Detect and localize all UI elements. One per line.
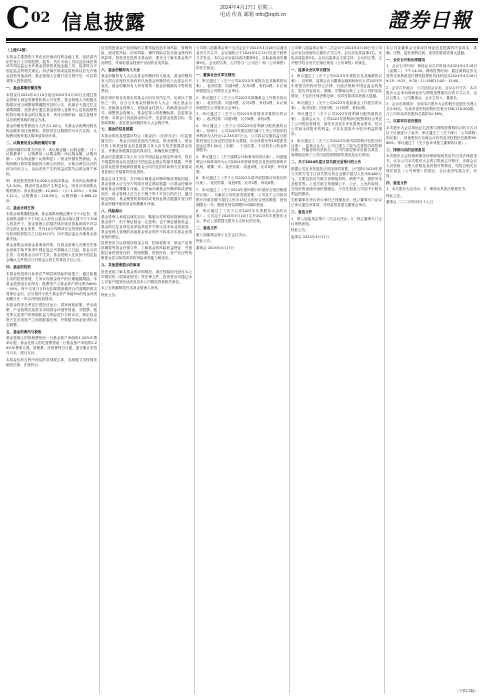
- article-columns: [6, 46, 478, 694]
- body-paragraph: 3．会议出席情况：出席本次股东大会的股东及股东代理人共计56名，代表有表决权的股份总数为356,218,900股，占公司有表决权股份总数的52.36%。: [386, 102, 477, 117]
- column-separator: [99, 46, 100, 694]
- body-paragraph: 2．审议通过了《关于公司2023年度董事会工作报告的议案》。表决结果：同意9票，反对0票，弃权0票。本议案尚需提交公司股东大会审议。: [196, 95, 287, 110]
- body-paragraph: 1．第八届监事会第十二次会议决议；2．独立董事专门会议审核意见。: [291, 216, 382, 226]
- body-paragraph: 例：某投资者投资10,000元认购本基金，对应的认购费率为1.20%，假设该笔认购产生利息5元，则其可得到的认购份额为：净认购金额＝10,000／（1＋1.20%）＝9,881.42元，认购费用＝118.58元，认购份额＝9,886.42份。: [6, 178, 97, 203]
- section-title: 信息披露: [62, 10, 146, 34]
- section-heading: 一、基金募集份额发售: [6, 86, 42, 91]
- body-paragraph: 1．审议通过了《关于公司2023年年度报告及其摘要的议案》。表决结果：同意9票，反对0票，弃权0票。本议案尚需提交公司股东大会审议。: [196, 79, 287, 94]
- header-rule-thick: [6, 38, 478, 41]
- body-paragraph: 基金信息披露义务人应当在中国证监会规定时间内，将应予披露的基金信息通过中国证监会指定的媒介披露，并保证基金投资者能够按照基金合同约定的时间和方式查阅或者复制公开披露的信息资料。: [101, 155, 192, 175]
- body-paragraph: 投资者欲了解本基金的详细情况，请仔细阅读刊登在本公司网站的《招募说明书》等法律文件。投资者亦可通过本公司客户服务电话或登录本公司网站咨询相关事宜。: [101, 269, 192, 284]
- header-rule-thin: [6, 42, 478, 43]
- contact-info: 电话 传真 邮箱 info@zqrb.cn: [220, 12, 287, 18]
- section-heading: 一、监事会会议审议情况: [291, 67, 331, 72]
- body-paragraph: 第八届董事会第十五次会议决议。: [196, 232, 250, 237]
- body-paragraph: 本次股东大会经律师事务所律师现场见证并出具法律意见书，认为公司本次股东大会的召集和召开程序、出席会议人员资格、召集人资格及表决程序等事宜，均符合相关法律法规及《公司章程》的规定，会议表决结果合法、有效。: [386, 154, 477, 178]
- header-meta: [220, 5, 286, 19]
- body-paragraph: 公司第八届监事会第十二次会议于2024年4月16日在公司会议室以现场结合通讯方式召开。会议应出席监事3名，实际出席监事3名。会议由监事会主席主持，会议的召集、召开程序符合有关法律法规及《公司章程》的规定。: [291, 46, 382, 65]
- body-paragraph: 本基金主要投资于具有良好流动性的金融工具，包括国内依法发行上市的股票、债券、货币市场工具以及法律法规或中国证监会允许基金投资的其他金融工具，但须符合中国证监会的相关规定。如法律法规或监管机构以后允许基金投资其他品种，基金管理人在履行适当程序后，可以将其纳入投资范围。: [6, 54, 97, 84]
- body-paragraph: 1．本次股东大会决议；2．律师出具的法律意见书。: [386, 187, 469, 192]
- section-heading: （上接C1版）: [6, 48, 29, 52]
- body-paragraph: 董事会 二〇二四年四月十七日: [386, 200, 434, 205]
- body-paragraph: 证券投资基金产品面临的主要风险包括市场风险、管理风险、流动性风险、信用风险、操作风险以及本基金特有的风险等。投资者在投资本基金前，需充分了解本基金的产品特性，并承担基金投资中出现的各类风险。: [101, 46, 192, 65]
- body-paragraph: 认购份额的计算方法如下：净认购金额＝认购金额／（1＋认购费率），认购费用＝认购金额－净认购金额，认购份额＝（净认购金额＋认购利息）／基金份额发售面值。认购份额计算结果保留到小数点后两位，小数点两位以后的部分四舍五入，由此误差产生的收益或损失由基金财产承担。: [6, 147, 97, 177]
- body-paragraph: 基金份额发售面值为人民币1.00元。本基金认购费用按认购金额采用比例费率，投资者在认购期内可多次认购，认购费用按每笔认购申请单独计算。: [6, 124, 97, 139]
- body-paragraph: 特此公告。: [101, 292, 119, 297]
- body-paragraph: 7．审议通过了《关于2024年度向银行申请综合授信额度的议案》。为满足公司经营发展需要，公司及子公司拟向银行申请总额不超过人民币15亿元的综合授信额度，授信期限为一年，额度在授信期限内可循环使用。: [196, 187, 287, 207]
- section-heading: 四、基金的投资: [6, 265, 31, 270]
- body-paragraph: 2．会议召开地点：公司总部会议室。会议召开方式：本次股东大会采用现场表决与网络投票相结合的方式召开。会议召集人：公司董事会。会议主持人：董事长。: [386, 85, 477, 100]
- section-heading: 三、备查文件: [291, 210, 313, 215]
- body-paragraph: 1．会议召开时间：现场会议召开时间为2024年4月16日（星期二）下午14:30。网络投票时间：通过深圳证券交易所交易系统进行网络投票的具体时间为2024年4月16日9:15－9:25，9:30－11:30和13:00－15:00。: [386, 64, 477, 84]
- issue-date: 2024年4月17日 星期三: [220, 5, 273, 11]
- body-paragraph: 5．审议通过了《关于续聘会计师事务所的议案》。同意续聘会计师事务所为公司2024年度财务报告及内部控制审计机构，聘期一年。表决结果：同意9票，反对0票，弃权0票。: [196, 155, 287, 174]
- section-heading: 一、会议召开和出席情况: [386, 57, 426, 62]
- body-paragraph: 3．审议通过了《关于公司2023年度财务决算报告的议案》。表决结果：同意9票，反对0票，弃权0票。: [196, 112, 287, 122]
- body-paragraph: 本公告的解释权归本基金管理人所有。: [101, 286, 162, 291]
- column-separator: [384, 46, 385, 694]
- column-separator: [289, 46, 290, 694]
- body-paragraph: 基金管理人的管理费按前一日基金资产净值的1.20%年费率计提，基金托管人的托管费按前一日基金资产净值的0.20%年费率计提。管理费、托管费每日计提，逐日累计至每月月末，按月支付。: [6, 336, 97, 356]
- section-heading: 三、基金合同生效: [6, 205, 35, 210]
- body-paragraph: 特此公告。: [386, 193, 404, 198]
- body-paragraph: 基金管理人承诺以诚实信用、勤勉尽责的原则管理和运用基金资产，但不保证基金一定盈利，也不保证最低收益。基金的过往业绩及其净值高低并不预示其未来业绩表现。基金管理人管理的其他基金的业绩并不构成对本基金业绩表现的保证。: [101, 215, 192, 239]
- body-paragraph: 6．审议通过了《关于公司2023年度内部控制评价报告的议案》。表决结果：同意9票，反对0票，弃权0票。: [196, 176, 287, 186]
- body-paragraph: 公司第八届董事会第十五次会议于2024年4月16日以通讯表决方式召开，会议通知已于2024年4月12日以电子邮件方式发出。本次会议应参加表决董事9名，实际参加表决董事9名。会议的召集、召开符合《公司法》和《公司章程》的有关规定。: [196, 46, 287, 70]
- section-heading: 一、董事会会议审议情况: [196, 72, 236, 77]
- section-heading: 二、议案审议表决情况: [386, 119, 422, 124]
- body-paragraph: 根据公司业务发展及日常经营的需要，公司预计2024年度与关联方发生日常关联交易总金额不超过人民币8,600万元，主要包括向关联方采购原材料、销售产品、提供劳务及租赁等。上述关联交易遵循公平、公正、公允的原则，交易价格参照市场价格确定，不存在损害公司及中小股东利益的情形。: [291, 166, 382, 196]
- body-paragraph: 董事会 2024年4月17日: [196, 245, 235, 250]
- body-paragraph: 投资者应当认真阅读基金合同、招募说明书、基金产品资料概要等基金法律文件，了解基金的风险收益特征，并根据自身的投资目的、投资期限、投资经验、资产状况等判断基金是否和投资者的风险承受能力相适应。: [101, 241, 192, 261]
- section-heading: 五、基金的费用与税收: [6, 329, 42, 334]
- body-paragraph: 本基金自2024年4月18日起至2024年4月30日止通过基金管理人指定的销售机构公开发售。基金管理人可根据认购情况适当调整募集期限并及时公告，但最长不超过法定募集期限。投资者可通过基金管理人直销中心及其他销售机构办理本基金的认购业务，具体办理时间、地点及程序以各销售机构的规定为准。: [6, 92, 97, 122]
- body-paragraph: 8．审议通过了《关于召开2023年年度股东大会的议案》。公司定于2024年5月10日召开2023年年度股东大会，审议上述需提交股东大会审议的议案。: [196, 209, 287, 224]
- section-heading: 二、认购费用及认购份额的计算: [6, 140, 56, 145]
- newspaper-logo: 證券日報: [388, 8, 472, 32]
- body-paragraph: 本基金募集期限届满，基金募集份额总额不少于2亿份，基金募集金额不少于2亿元人民币且基金认购人数不少于200人的条件下，基金管理人依据法律法规及招募说明书可以决定停止基金发售，并在10日内聘请法定验资机构验资，自收到验资报告之日起10日内，向中国证监会办理基金备案手续。: [6, 212, 97, 241]
- body-paragraph: 监事会 2024年4月17日: [291, 234, 330, 239]
- section-heading: 八、风险揭示: [101, 208, 123, 213]
- body-paragraph: 基金份额持有人大会由基金份额持有人组成，基金份额持有人的合法授权代表有权代表基金份额持有人出席会议并表决。基金份额持有人持有的每一基金份额拥有平等的投票权。: [101, 74, 192, 94]
- body-paragraph: 3．审议通过了《关于公司2023年度利润分配预案的议案》。监事会认为，公司2023年度利润分配预案综合考虑了公司的经营情况、财务状况及未来发展资金需求，符合公司和全体股东的利益，不存在损害中小股东利益的情形。: [291, 112, 382, 137]
- body-paragraph: 4．审议通过了《关于公司2023年度内部控制评价报告的议案》。监事会认为，公司已建立了较为完善的内部控制体系，并能得到有效执行，公司内部控制评价报告真实、客观地反映了公司内部控制制度的建设及运行情况。: [291, 138, 382, 158]
- section-heading: 六、基金份额持有人大会: [101, 67, 141, 72]
- section-heading: 三、律师出具的法律意见: [386, 147, 426, 152]
- body-paragraph: 关联董事在审议该议案时已回避表决。独立董事专门会议已审议通过该事项，并同意将其提交董事会审议。: [291, 198, 382, 208]
- body-paragraph: 特此公告。: [196, 239, 214, 244]
- body-paragraph: 本基金将综合考虑宏观经济运行、国家财政政策、货币政策、产业政策以及资本市场资金环境等因素，对股票、债券等大类资产的预期收益与风险进行分析评估，制定基金资产在各类资产之间的配置比例，并根据市场变化适时动态调整。: [6, 303, 97, 327]
- column-separator: [194, 46, 195, 694]
- section-heading: 七、基金的信息披露: [101, 127, 133, 132]
- column-3: [196, 46, 287, 694]
- section-heading: 四、备查文件: [386, 180, 408, 185]
- body-paragraph: 4．审议通过了《关于公司2023年度利润分配预案的议案》。经审计，公司2023年度实现归属于上市公司股东的净利润为人民币12,345.67万元。公司拟以实施权益分派股权登记日登记的总股本为基数，向全体股东每10股派发现金红利1.50元（含税），不送红股，不以资本公积金转增股本。: [196, 123, 287, 153]
- column-5: [386, 46, 477, 694]
- page-number: [6, 1, 51, 36]
- page-number-digits: 02: [30, 10, 51, 26]
- column-2: [101, 46, 192, 694]
- page-header: [0, 0, 484, 44]
- column-4: [291, 46, 382, 694]
- body-paragraph: 本次股东大会以现场记名投票与网络投票相结合的方式对以下议案进行了表决：审议通过了《关于修订〈公司章程〉的议案》，同意股份占出席会议有效表决权股份总数的99.86%；审议通过了《关于选举非独立董事的议案》。: [386, 125, 477, 145]
- section-heading: 九、其他需要提示的事项: [101, 263, 141, 268]
- section-heading: 二、关于2024年度日常关联交易预计的公告: [291, 160, 362, 165]
- body-paragraph: 特此公告。: [291, 228, 309, 233]
- body-paragraph: 本基金的信息披露应符合《基金法》《运作办法》《信息披露办法》、基金合同及其他有关规定。基金管理人、基金托管人和其他基金信息披露义务人应当依法披露基金信息，并保证所披露信息的真实性、准确性和完整性。: [101, 134, 192, 153]
- body-paragraph: 基金募集达到基金备案条件的，自基金管理人办理完毕基金备案手续并取得中国证监会书面确认之日起，基金合同生效；否则基金合同不生效。基金管理人在收到中国证监会确认文件的次日对基金合同生效事宜予以公告。: [6, 243, 97, 263]
- page-letter: C: [6, 1, 30, 36]
- body-paragraph: 除法律法规另有规定或基金合同另有约定外，出现以下情形之一的，应当召开基金份额持有人大会：终止基金合同；更换基金管理人；更换基金托管人；转换基金运作方式；调整基金管理人、基金托管人的报酬标准；变更基金类别；本基金与其他基金的合并；变更基金投资目标、范围或策略；变更基金份额持有人大会程序等。: [101, 95, 192, 125]
- body-paragraph: 本基金的投资目标是在严格控制风险的前提下，通过积极主动的投资管理，力争实现基金资产的长期稳健增值。本基金投资组合比例为：股票资产占基金资产的比例为60%－95%，每个交易日日终在扣除股指期货合约需缴纳的交易保证金后，应当保持不低于基金资产净值5%的现金或者到期日在一年以内的政府债券。: [6, 271, 97, 301]
- body-paragraph: 本基金运作过程中涉及的各纳税主体，其纳税义务按国家税收法律、法规执行。: [6, 357, 97, 367]
- column-1: [6, 46, 97, 694]
- section-heading: 二、备查文件: [196, 226, 218, 231]
- body-paragraph: 本公司及董事会全体成员保证信息披露的内容真实、准确、完整，没有虚假记载、误导性陈述或重大遗漏。: [386, 46, 477, 55]
- continued-note: （下转C3版）: [455, 689, 478, 693]
- body-paragraph: 基金合同生效后，在开始办理基金份额申购或者赎回前，基金管理人应当至少每周在规定网站披露一次基金份额净值和基金份额累计净值。在开始办理基金份额申购或者赎回后，基金管理人应当在不晚于每个开放日的次日，通过规定网站、基金销售机构网站或者营业网点披露开放日的基金份额净值和基金份额累计净值。: [101, 176, 192, 206]
- body-paragraph: 1．审议通过了《关于公司2023年年度报告及其摘要的议案》。经审核，监事会认为董事会编制和审议公司2023年年度报告的程序符合法律、行政法规和中国证监会的规定，报告内容真实、准确、完整地反映了上市公司的实际情况，不存在任何虚假记载、误导性陈述或者重大遗漏。: [291, 74, 382, 99]
- body-paragraph: 2．审议通过了《关于公司2023年度监事会工作报告的议案》。表决结果：同意3票，反对0票，弃权0票。: [291, 100, 382, 110]
